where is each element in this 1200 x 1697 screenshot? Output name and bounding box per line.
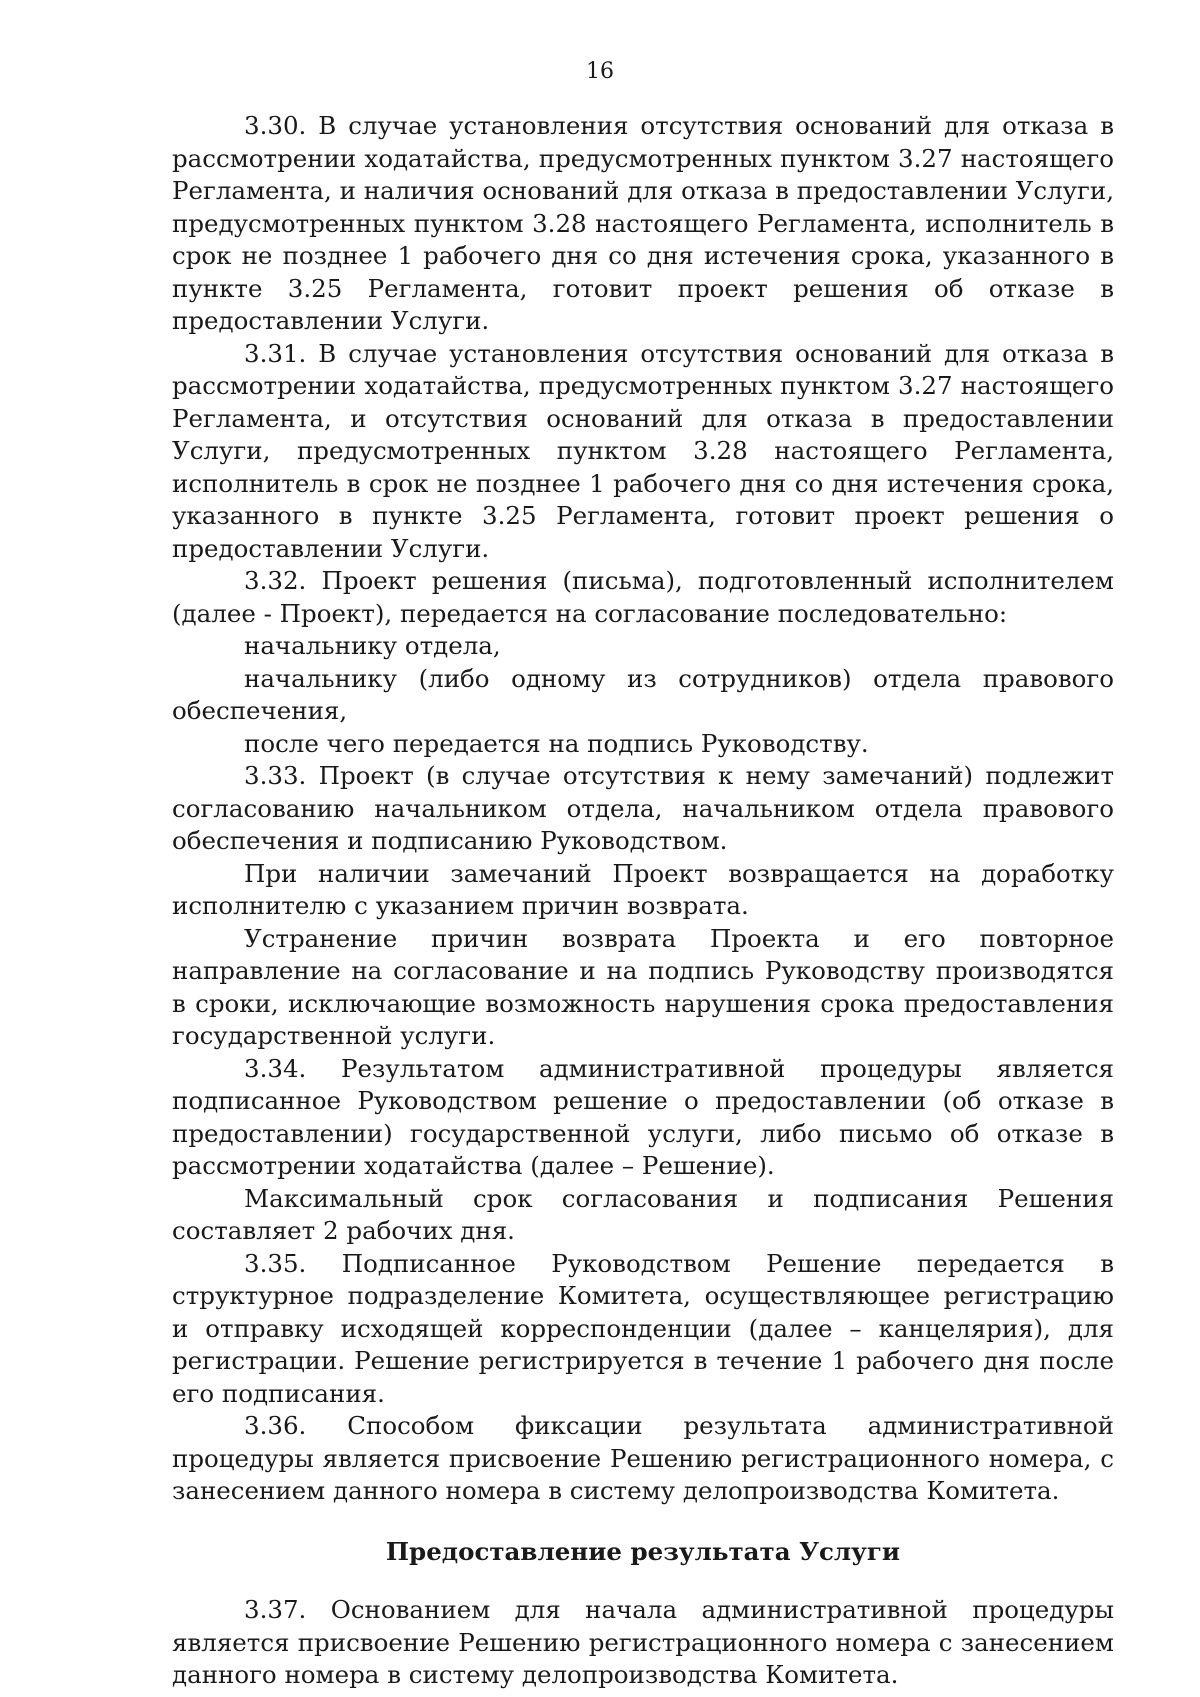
page-number: 16 — [586, 59, 614, 84]
section-heading: Предоставление результата Услуги — [385, 1536, 901, 1566]
paragraph-3-30: 3.30. В случае установления отсутствия оснований для отказа в рассмотрении ходатайства, предусмотренных пунктом 3.27 настоящего Регламента, и наличия оснований для отказа в предоставлении Услуги, предусмотренных пунктом 3.28 настоящего Регламента, исполнитель в срок не позднее 1 рабочего дня со дня истечения срока, указанного в пункте 3.25 Регламента, готовит проект решения об отказе в предоставлении Услуги. — [172, 111, 1114, 335]
paragraph-3-34: 3.34. Результатом административной процедуры является подписанное Руководством решение о предоставлении (об отказе в предоставлении) государственной услуги, либо письмо об отказе в рассмотрении ходатайства (далее – Решение). — [172, 1053, 1114, 1180]
list-item-legal-department: начальнику (либо одному из сотрудников) отдела правового обеспечения, — [172, 663, 1114, 725]
paragraph-3-32: 3.32. Проект решения (письма), подготовленный исполнителем (далее - Проект), передается на согласование последовательно: — [172, 566, 1114, 628]
list-item-head-of-department: начальнику отдела, — [244, 631, 501, 660]
paragraph-elimination: Устранение причин возврата Проекта и его повторное направление на согласование и на подпись Руководству производятся в сроки, исключающие возможность нарушения срока предоставления государственной услуги. — [172, 923, 1114, 1050]
paragraph-3-36: 3.36. Способом фиксации результата административной процедуры является присвоение Решению регистрационного номера, с занесением данного номера в систему делопроизводства Комитета. — [172, 1411, 1114, 1505]
paragraph-3-35: 3.35. Подписанное Руководством Решение передается в структурное подразделение Комитета, осуществляющее регистрацию и отправку исходящей корреспонденции (далее – канцелярия), для регистрации. Решение регистрируется в течение 1 рабочего дня после его подписания. — [172, 1248, 1114, 1408]
paragraph-3-37: 3.37. Основанием для начала административной процедуры является присвоение Решению регистрационного номера с занесением данного номера в систему делопроизводства Комитета. — [172, 1595, 1114, 1689]
list-item-signature: после чего передается на подпись Руководству. — [244, 728, 869, 758]
document-body — [172, 110, 1114, 1692]
paragraph-max-term: Максимальный срок согласования и подписания Решения составляет 2 рабочих дня. — [172, 1183, 1114, 1245]
paragraph-remarks: При наличии замечаний Проект возвращается на доработку исполнителю с указанием причин возврата. — [172, 858, 1114, 920]
paragraph-3-31: 3.31. В случае установления отсутствия оснований для отказа в рассмотрении ходатайства, предусмотренных пунктом 3.27 настоящего Регламента, и отсутствия оснований для отказа в предоставлении Услуги, предусмотренных пунктом 3.28 настоящего Регламента, исполнитель в срок не позднее 1 рабочего дня со дня истечения срока, указанного в пункте 3.25 Регламента, готовит проект решения о предоставлении Услуги. — [172, 338, 1114, 563]
paragraph-3-33: 3.33. Проект (в случае отсутствия к нему замечаний) подлежит согласованию начальником отдела, начальником отдела правового обеспечения и подписанию Руководством. — [172, 761, 1114, 855]
